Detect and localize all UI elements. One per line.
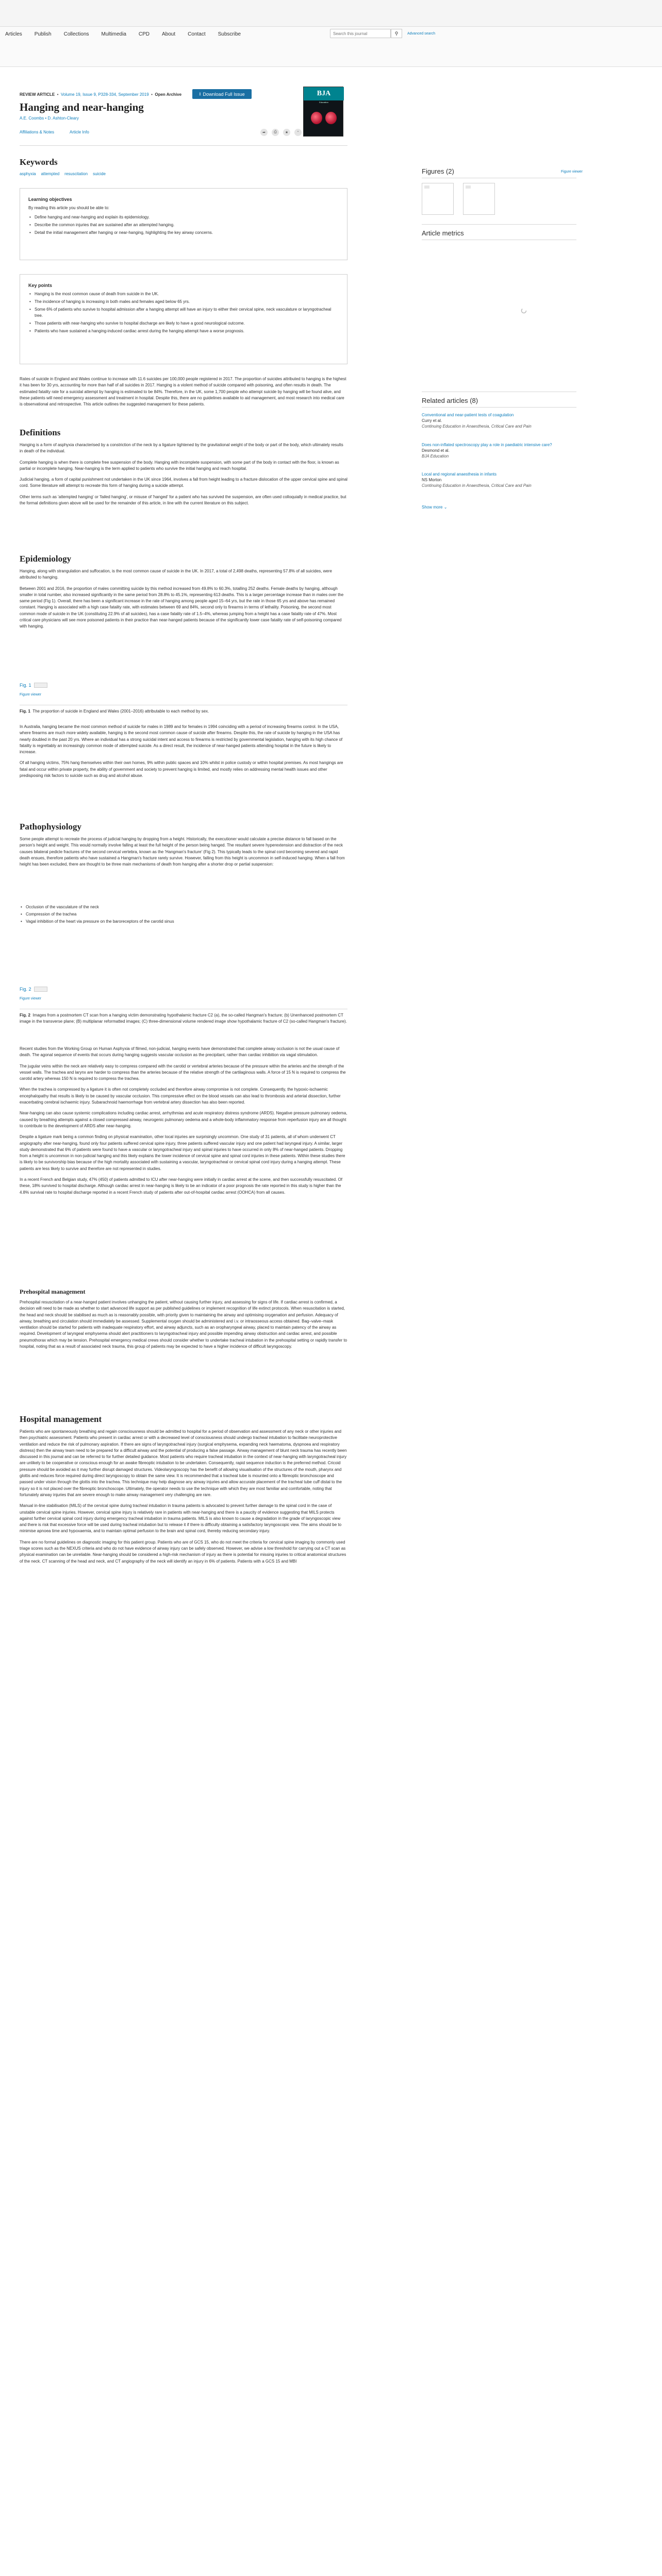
cover-image [311,112,322,124]
open-access-label: Open Archive [155,92,182,97]
related-article[interactable] [422,412,576,429]
figure-1-caption [20,708,347,715]
author-list[interactable]: A.E. Coombs • D. Ashton-Cleary [20,116,79,121]
article-type: REVIEW ARTICLE [20,92,55,97]
loading-spinner-icon [521,308,527,314]
divider [422,407,576,408]
nav-about[interactable]: About [162,31,176,37]
divider [20,145,347,146]
related-articles-heading: Related articles (8) [422,397,478,404]
figure-1-sidebar-thumbnail[interactable] [422,183,454,215]
cite-icon[interactable]: “ [294,129,302,136]
pathophysiology-text [20,836,347,872]
paragraph: In a recent French and Belgian study, 47% (450) of patients admitted to ICU after near-hanging were initially in cardiac arrest at the scene, and then successfully resuscitated. Of these, 18% survived to hospital discharge. Although cardiac arrest in near-hanging is likely to be an indicator of a poor prognosis the rate reported in this study is higher than the 4.8% survival rate to hospital discharge reported in a recent French study of patients after out-of-hospital cardiac arrest (OOHCA) from all causes. [20,1177,342,1195]
search-button[interactable] [391,29,402,38]
nav-publish[interactable]: Publish [34,31,52,37]
prehospital-text [20,1299,347,1354]
mechanisms-list [20,904,347,926]
paragraph: Prehospital resuscitation of a near-hanged patient involves unhanging the patient, without causing further injury, and assessing for signs of life. If cardiac arrest is confirmed, a decision will need to be made as whether to start advanced life support as per published guidelines or implement recognition of life extinct protocols. When resuscitation is started, the head and neck should be stabilised as much as is reasonably possible, with priority given to maintaining the airway and optimising oxygenation and perfusion. Adequacy of airway, breathing and circulation should immediately be assessed. Supplemental oxygen should be administered and i.v. or intraosseous access obtained. Bag–valve–mask ventilation should be started for patients with inadequate respiratory effort, and airway adjuncts, such as an oropharyngeal airway, placed to maintain patency of the airway as required. Development of laryngeal emphysema should alert practitioners to laryngotracheal injury and possible impending airway obstruction and cardiac arrest, and possible pneumothorax which may be tension. Prehospital emergency medical crews should consider whether to undertake tracheal intubation in the prehospital setting or rapidly transfer to hospital, noting that as a result of associated neck trauma, this group of patients may be expected to have a higher incidence of difficult laryngoscopy. [20,1300,347,1349]
figure-1-label: Fig. 1 [20,683,31,688]
nav-subscribe[interactable]: Subscribe [218,31,241,37]
show-more-link[interactable]: Show more ⌄ [422,505,448,510]
paragraph: Between 2001 and 2016, the proportion of males committing suicide by this method increased from 49.8% to 60.3%, totalling 252 deaths. Female deaths by hanging, although smaller in total number, also increased significantly in the same period from 28.8% to 45.1%, representing 613 deaths. This is a larger percentage increase than in males over the same period (Fig 1). Overall, there has been a significant increase in the rate of hanging among people aged 15–64 yrs, but the rate in those 65 yrs and above has remained constant. Hanging is associated with a high case fatality rate, with estimates between 69 and 84%, second only to firearms in terms of lethality. Poisoning, the second most common mode of suicide in the UK (constituting 22.9% of all suicides), has a case fatality rate of 1.5–4%, whereas jumping from a height has a case fatality rate of 47%. Most critical care physicians will see more poisoned patients in their practice than near-hanged patients because of the significantly lower case fatality rate of self-poisoning compared with hanging. [20,586,344,629]
divider [422,224,576,225]
pathophysiology-text-continued [20,1046,347,1200]
share-toolbar [260,129,302,136]
definitions-text [20,442,347,511]
caption-text: Images from a postmortem CT scan from a hanging victim demonstrating hypothalamic fracture C2 (a), the so-called Hangman's fracture; (b) Unenhanced postmortem CT image in the transverse plane; (B) multiplanar reformatted images; (C) three-dimensional volume rendered image show hypothalamic fracture of C2 (so-called Hangman's fracture). [20,1013,347,1024]
learning-objectives-heading: Learning objectives [28,197,72,202]
list-item: • Some 6% of patients who survive to hospital admission after a hanging attempt will have an injury to either their cervical spine, neck vasculature or laryngotracheal tree. [28,307,339,319]
list-item: • The incidence of hanging is increasing in both males and females aged below 65 yrs. [28,299,339,305]
related-article-journal: Continuing Education in Anaesthesia, Critical Care and Pain [422,424,532,429]
related-article-title[interactable]: Local and regional anaesthesia in infants [422,472,496,477]
paragraph: Other terms such as 'attempted hanging' or 'failed hanging', or misuse of 'hanged' for a patient who has survived the suspension, are often used colloquially in medical practice, but the formal definitions given above will be used for the remainder of this article, in line with the current literature on this subject. [20,494,346,506]
figure-1-link[interactable] [20,683,47,688]
related-article-title[interactable]: Does non-inflated spectroscopy play a role in paediatric intensive care? [422,443,552,447]
article-meta: REVIEW ARTICLE • Volume 19, Issue 9, P328-334, September 2019 • Open Archive [20,92,182,97]
pathophysiology-heading: Pathophysiology [20,822,81,832]
paragraph: Of all hanging victims, 75% hang themselves within their own homes, 9% within public spaces and 10% whilst in police custody or within hospital premises. As most hangings are fatal and occur within private property, the ability of government and society to prevent hanging is limited, and mostly relies on addressing mental health issues and other predisposing risk factors to suicide such as drug and alcohol abuse. [20,760,343,778]
list-item: • Define hanging and near-hanging and explain its epidemiology. [28,214,339,221]
nav-contact[interactable]: Contact [188,31,206,37]
paragraph: Hanging, along with strangulation and suffocation, is the most common cause of suicide in the UK. In 2017, a total of 2,498 deaths, representing 57.8% of all suicides, were attributed to hanging. [20,569,332,580]
list-item: • Hanging is the most common cause of death from suicide in the UK. [28,291,339,297]
affiliations-link[interactable]: Affiliations & Notes [20,130,54,134]
download-issue-button[interactable]: ⭳ Download Full Issue [192,89,252,99]
paragraph: Complete hanging is when there is complete free suspension of the body. Hanging with incomplete suspension, with some part of the body in contact with the floor, is known as partial or incomplete hanging. Near-hanging is the term applied to patients who survive the initial hanging and reach hospital. [20,460,339,471]
article-title: Hanging and near-hanging [20,101,144,113]
volume-info[interactable]: Volume 19, Issue 9, P328-334, September 2019 [60,92,149,97]
learning-objectives-intro: By reading this article you should be able to: [28,206,109,210]
prehospital-heading: Prehospital management [20,1288,86,1295]
paragraph: Near-hanging can also cause systemic complications including cardiac arrest, arrhythmias and acute respiratory distress syndrome (ARDS). Negative pressure pulmonary oedema, caused by breathing attempts against a closed compressed airway, neurogenic pulmonary oedema and a whole-body inflammatory response from reperfusion injury are all thought to contribute to the development of ARDS after near-hanging. [20,1111,347,1128]
related-article-authors: NS Morton [422,478,442,482]
share-icon[interactable]: ➦ [260,129,268,136]
nav-collections[interactable]: Collections [63,31,89,37]
keyword-link[interactable]: suicide [93,172,106,176]
related-article-journal: Continuing Education in Anaesthesia, Critical Care and Pain [422,483,532,488]
paragraph: Rates of suicide in England and Wales continue to increase with 11.6 suicides per 100,000 people registered in 2017. The proportion of suicides attributed to hanging is the highest it has been for 30 yrs, accounting for more than half of all suicides in 2017. Hanging is a violent method of suicide compared with poisoning, and often results in death. The estimated fatality rate for a suicidal attempt by hanging is estimated to be 84%. Therefore, in the UK, some 1,700 people who attempt suicide by hanging will be found alive, and these patients will need emergency assessment and treatment in hospital. Despite this, there are no guidelines available to aid management, and most research into medical care is observational and retrospective. This article outlines the suggested management for these patients. [20,377,346,407]
key-points-box [20,274,347,364]
figures-heading: Figures (2) [422,167,454,175]
search-icon: ⚲ [394,30,399,36]
key-points-list [28,291,339,334]
search-input[interactable] [330,29,391,38]
article-metrics-heading: Article metrics [422,229,464,237]
chevron-down-icon: ⌄ [443,505,448,510]
cover-title: BJA [304,87,344,100]
article-info-link[interactable]: Article Info [70,130,89,134]
paragraph: There are no formal guidelines on diagnostic imaging for this patient group. Patients who are of GCS 15, who do not meet the criteria for cervical spine imaging by commonly used triage scores such as the NEXUS criteria and who do not have evidence of airway injury can be safely observed. However, we advise a low threshold for carrying out a CT scan as physical examination can be unreliable. Near-hanging should be considered a high-risk mechanism of injury as there is potential for missing injuries to critical anatomical structures of the neck. CT scanning of the head and neck, and CT angiography of the neck will identify an injury in 6% of patients. Patients with a GCS 15 and MBI [20,1539,346,1564]
epidemiology-heading: Epidemiology [20,554,72,564]
related-article-title[interactable]: Conventional and near-patient tests of coagulation [422,413,514,417]
figure-2-link[interactable] [20,987,47,992]
article-meta-links [20,130,89,134]
list-item: • Vagal inhibition of the heart via pressure on the baroreceptors of the carotid sinus [20,919,347,925]
introduction-text [20,376,347,412]
main-nav [5,31,241,37]
hospital-management-text [20,1429,347,1569]
figure-1-thumbnail[interactable] [34,683,47,688]
list-item: • Detail the initial management after hanging or near-hanging, highlighting the key airway concerns. [28,230,339,236]
figure-2-caption [20,1012,347,1025]
cover-image [325,112,337,124]
journal-cover[interactable] [303,87,343,137]
figure-2-thumbnail[interactable] [34,987,47,992]
print-icon[interactable]: ⎙ [272,129,279,136]
list-item: • Occlusion of the vasculature of the neck [20,904,347,910]
nav-multimedia[interactable]: Multimedia [101,31,126,37]
caption-text: The proportion of suicide in England and Wales (2001–2016) attributable to each method by sex. [32,709,209,714]
list-item: • Compression of the trachea [20,911,347,918]
advanced-search-link[interactable]: Advanced search [407,32,436,36]
bookmark-icon[interactable]: ★ [283,129,290,136]
top-utility-bar [0,0,662,27]
keywords-list [20,172,106,176]
paragraph: Judicial hanging, a form of capital punishment not undertaken in the UK since 1964, involves a fall from height leading to a fracture dislocation of the upper cervical spine and spinal cord. Some literature will attempt to recreate this form of hanging during a suicide attempt. [20,477,347,488]
keyword-link[interactable]: resuscitation [64,172,88,176]
paragraph: Despite a ligature mark being a common finding on physical examination, other local injuries are surprisingly uncommon. One study of 31 patients, all of whom underwent CT angiography after near-hanging, found only four patients suffered cervical spine injury, three patients suffered vascular injury and one patient had laryngeal injury. A similar, larger study demonstrated that 6% of patients were found to have a vascular or laryngotracheal injury and spinal injuries to have occurred in only 8% of near-hanged patients. Dropping from a height is uncommon in non-judicial hanging and this likely explains the lower incidence of cervical spine and spinal cord injuries in these patients. Within these studies there is likely to be survivorship bias because of the high mortality associated with sustaining a vascular, laryngotracheal or cervical spinal cord injury during a hanging attempt. These patients are less likely to survive and therefore are not represented in studies. [20,1134,345,1171]
definitions-heading: Definitions [20,428,61,437]
paragraph: The jugular veins within the neck are relatively easy to compress compared with the carotid or vertebral arteries because of the pressure within the arteries and the strength of the vessel walls. The trachea and larynx are harder to compress than the arteries because of the relative strength of the cartilaginous walls. A force of 15 N is required to compress the carotid artery whereas 150 N is required to compress the trachea. [20,1063,346,1081]
keyword-link[interactable]: attempted [41,172,60,176]
related-article-journal: BJA Education [422,454,449,459]
list-item: • Describe the common injuries that are sustained after an attempted hanging. [28,222,339,228]
paragraph: Manual in-line stabilisation (MILS) of the cervical spine during tracheal intubation in trauma patients is advocated to prevent further damage to the spinal cord in the case of unstable cervical spine injuries. However, cervical spine injury is relatively rare in patients with near-hanging and there is a paucity of evidence suggesting that MILS protects against further cervical spinal cord injury during emergency tracheal intubation in trauma patients. MILS is also known to cause a degradation in the grade of laryngoscopic view and there is risk that excessive force will be used during tracheal intubation but to release it if there is difficulty obtaining a satisfactory laryngoscopic view. The aims should be to minimise apnoea time and hypoxaemia, and to maintain optimal perfusion to the brain and spinal cord, thereby reducing secondary injury. [20,1503,342,1534]
hospital-management-heading: Hospital management [20,1414,102,1424]
nav-articles[interactable]: Articles [5,31,22,37]
paragraph: Hanging is a form of asphyxia characterised by a constriction of the neck by a ligature tightened by the gravitational weight of the body or part of the body, which ultimately results in death of the individual. [20,443,343,454]
learning-objectives-list [28,214,339,236]
sidebar-figure-viewer-link[interactable]: Figure viewer [561,170,583,174]
figure-2-label: Fig. 2 [20,987,31,992]
related-article-authors: Curry et al. [422,418,442,423]
epidemiology-text-continued [20,724,347,784]
figure-2-sidebar-thumbnail[interactable] [463,183,495,215]
caption-label: Fig. 1 [20,709,30,714]
related-article-authors: Desmond et al. [422,448,450,453]
paragraph: Patients who are spontaneously breathing and regain consciousness should be admitted to hospital for a period of observation and assessment of any neck or other injuries and then psychiatric assessment. Patients who present in cardiac arrest or with a decreased level of consciousness should undergo tracheal intubation to facilitate neuroprotective ventilation and reduce the risk of pulmonary aspiration. If there are signs of laryngotracheal injury (surgical emphysema, expanding neck haematoma, dyspnoea and respiratory distress) then the airway team need to be prepared for a difficult airway and the potential of producing a false passage. Airway management of blunt neck trauma has recently been discussed in this journal and can be referred to for further detailed guidance. Most patients who require tracheal intubation in the context of near-hanging with laryngotracheal injury are unlikely to be cooperative or conscious enough for an awake fibreoptic intubation to be undertaken. Consequently, rapid sequence induction is the preferred method. Cricoid pressure should be avoided as it may further disrupt damaged structures. Videolaryngoscopy has the benefit of allowing visualisation of the structures of the mouth, pharynx and glottis and reduces force required during direct laryngoscopy to obtain the same view. It is recommended that a tracheal tube is mounted onto a fibreoptic bronchoscope and passed under vision through the glottis into the trachea. This technique may help diagnose any airway injuries and allow accurate placement of the tracheal tube cuff distal to the injury so it is not placed over the fibreoptic bronchoscope. Ultimately, the operator needs to use the technique with which they are most familiar and comfortable, noting that fortunately airway injuries that are severe enough to make airway management very challenging are rare. [20,1429,347,1497]
keyword-link[interactable]: asphyxia [20,172,36,176]
figure-1-viewer-link[interactable]: Figure viewer [20,693,42,697]
paragraph: In Australia, hanging became the most common method of suicide for males in 1989 and for females in 1994 coinciding with a period of increasing firearms control. In the USA, where firearms are much more widely available, hanging is the second most common cause of suicide after firearms. Despite this, the rate of suicide by hanging in the USA has nearly doubled in the past 20 yrs. Where an individual has a strong suicidal intent and access to firearms is restricted by governmental legislation, hanging with its high chance of fatality is regrettably an increasingly common mode of attempted suicide. As a direct result, the incidence of near-hanged patients attending hospital in the future is likely to increase. [20,724,343,755]
paragraph: When the trachea is compressed by a ligature it is often not completely occluded and therefore airway compromise is not complete. Consequently, the hypoxic-ischaemic encephalopathy that results is likely to be caused by vascular occlusion. This compressive effect on the blood vessels can also lead to thrombosis and arterial dissection, further exacerbating cerebral ischaemic injury. Subarachnoid haemorrhage from vertebral artery dissection has also been reported. [20,1087,341,1105]
keywords-heading: Keywords [20,157,58,167]
list-item: • Those patients with near-hanging who survive to hospital discharge are likely to have a good neurological outcome. [28,320,339,327]
nav-cpd[interactable]: CPD [138,31,150,37]
related-article[interactable] [422,471,576,488]
download-icon: ⭳ [199,91,201,96]
related-article[interactable] [422,442,576,459]
epidemiology-text [20,568,347,635]
caption-label: Fig. 2 [20,1013,30,1018]
cover-subtitle: Education [319,101,328,104]
paragraph: Recent studies from the Working Group on Human Asphyxia of filmed, non-judicial, hanging events have demonstrated that complete airway occlusion is not the usual cause of death. The agonal sequence of events that occurs during hanging suggests vascular occlusion as the precipitant, rather than cardiac inhibition via vagal stimulation. [20,1046,340,1058]
paragraph: Some people attempt to recreate the process of judicial hanging by dropping from a height. Historically, the executioner would calculate a precise distance to fall based on the person's height and weight. This would normally involve falling at least the full height of the person being hanged. The resultant severe hyperextension and distraction of the neck causes bilateral pedicle fractures of the second cervical vertebra, known as the 'Hangman's fracture' (Fig 2). This typically leads to the spinal cord becoming severed and rapid death ensues, therefore patients who have sustained a Hangman's fracture rarely survive. However, falling from this height is uncommon in self-induced hanging. When a fall from height has been excluded, there are thought to be three main mechanisms of death from hanging after a shorter drop or partial suspension: [20,837,345,867]
figure-2-viewer-link[interactable]: Figure viewer [20,997,42,1001]
key-points-heading: Key points [28,283,53,288]
learning-objectives-box [20,188,347,260]
list-item: • Patients who have sustained a hanging-induced cardiac arrest during the hanging attempt have a worse prognosis. [28,328,339,334]
